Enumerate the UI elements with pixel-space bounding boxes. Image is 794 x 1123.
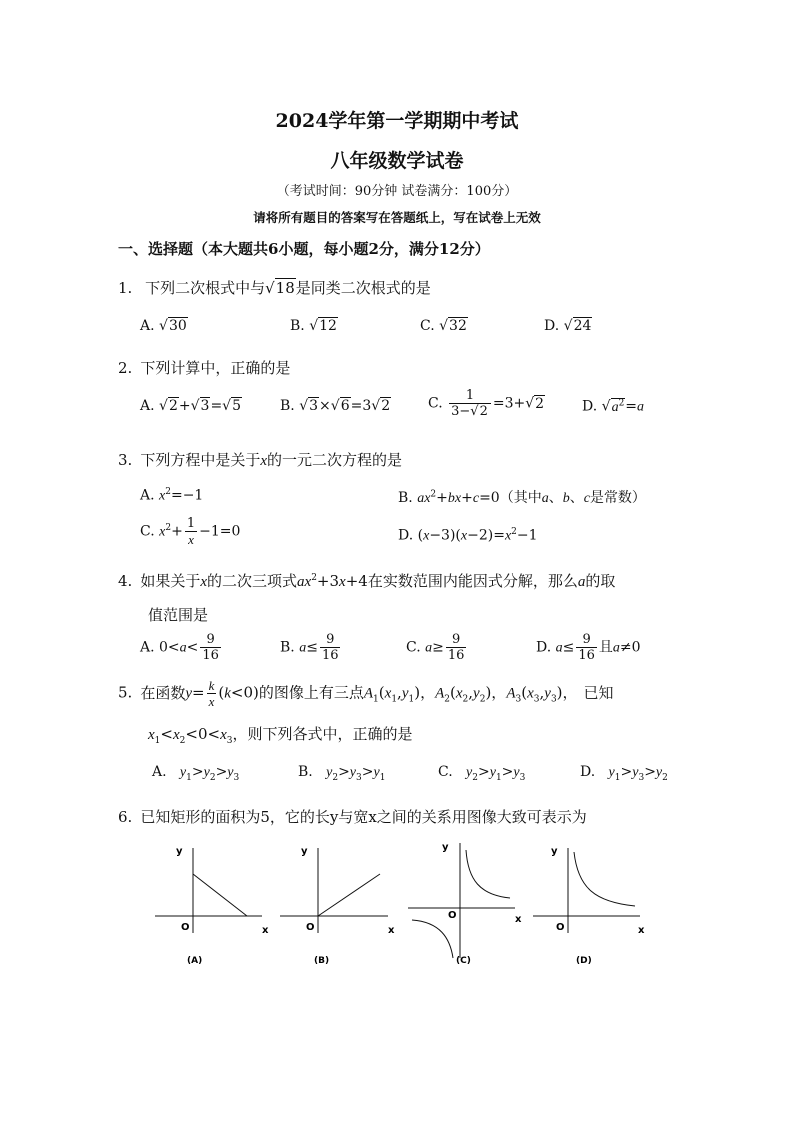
question-2: 2. 下列计算中，正确的是 bbox=[118, 359, 291, 377]
svg-text:O: O bbox=[556, 922, 565, 933]
question-6: 6. 已知矩形的面积为5，它的长y与宽x之间的关系用图像大致可表示为 bbox=[118, 808, 587, 826]
section-heading: 一、选择题（本大题共6小题，每小题2分，满分12分） bbox=[118, 240, 490, 258]
graph-d-label: (D) bbox=[576, 956, 592, 966]
q4-option-a: A. 0<a< $\frac{9}{16}$ bbox=[140, 632, 219, 663]
q2-option-a: A. √2+√3=√5 bbox=[140, 398, 242, 414]
q1-text-a: 下列二次根式中与 bbox=[145, 279, 266, 297]
q1-number: 1. bbox=[118, 279, 133, 297]
svg-text:x: x bbox=[388, 925, 395, 936]
svg-text:x: x bbox=[515, 914, 522, 925]
q5-option-b: B. $y_2>y_3>y_1$ bbox=[298, 764, 386, 783]
svg-text:O: O bbox=[448, 910, 457, 921]
graph-b-label: (B) bbox=[314, 956, 330, 966]
q6-graphs bbox=[150, 838, 650, 973]
graph-d bbox=[533, 846, 645, 966]
q4-option-c: C. a≥ $\frac{9}{16}$ bbox=[406, 632, 465, 663]
q1-option-d: D. √24 bbox=[544, 318, 592, 334]
svg-text:O: O bbox=[306, 922, 315, 933]
q1-option-a: A. √30 bbox=[140, 318, 187, 334]
q5-option-a: A. $y_1>y_2>y_3$ bbox=[152, 764, 240, 783]
question-5: 5. 在函数y= $\frac{k}{x}$ (k<0)的图像上有三点$A_1(x_1,y_1)$，$A_2(x_2,y_2)$，$A_3(x_3,y_3)$， 已知 bbox=[118, 678, 614, 709]
q3-option-c: C. $x^2+$ $\frac{1}{x}$ −1=0 bbox=[140, 516, 241, 547]
graph-c bbox=[408, 842, 522, 966]
svg-text:y: y bbox=[442, 842, 449, 853]
q1-option-b: B. √12 bbox=[290, 318, 337, 334]
question-1: 1. 下列二次根式中与√18是同类二次根式的是 bbox=[118, 279, 431, 297]
q1-text-b: 是同类二次根式的是 bbox=[295, 279, 431, 297]
exam-subtitle: 八年级数学试卷 bbox=[330, 150, 464, 172]
q3-option-d: D. $(x-3)(x-2)=x^2-1$ bbox=[398, 527, 538, 544]
svg-text:x: x bbox=[262, 925, 269, 936]
question-5-cont: $x_1<x_2<0<x_3$，则下列各式中，正确的是 bbox=[148, 725, 413, 746]
svg-text:y: y bbox=[301, 846, 308, 857]
svg-text:y: y bbox=[176, 846, 183, 857]
q4-option-d: D. a≤ $\frac{9}{16}$ 且a≠0 bbox=[536, 632, 641, 663]
exam-info: （考试时间：90分钟 试卷满分：100分） bbox=[276, 184, 518, 199]
q2-option-d: D. $√a^2=a$ bbox=[582, 398, 645, 415]
q4-option-b: B. a≤ $\frac{9}{16}$ bbox=[280, 632, 339, 663]
q2-option-b: B. √3×√6=3√2 bbox=[280, 398, 391, 414]
question-3: 3. 下列方程中是关于x的一元二次方程的是 bbox=[118, 451, 403, 469]
q3-option-a: A. $x^2=-1$ bbox=[140, 487, 204, 504]
q2-option-c: C. $\frac{1}{3-√2}$ =3+√2 bbox=[428, 388, 545, 419]
graph-b bbox=[280, 846, 395, 966]
q3-option-b: B. $ax^2+bx+c=0$（其中a、b、c是常数） bbox=[398, 489, 646, 506]
q1-option-c: C. √32 bbox=[420, 318, 467, 334]
q5-option-c: C. $y_2>y_1>y_3$ bbox=[438, 764, 526, 783]
svg-text:x: x bbox=[638, 925, 645, 936]
exam-notice: 请将所有题目的答案写在答题纸上，写在试卷上无效 bbox=[253, 210, 541, 225]
graph-a-label: (A) bbox=[187, 956, 203, 966]
exam-title: 2024学年第一学期期中考试 bbox=[275, 110, 519, 132]
q1-radicand: 18 bbox=[275, 279, 295, 297]
svg-text:y: y bbox=[551, 846, 558, 857]
graph-a bbox=[155, 846, 269, 966]
svg-text:O: O bbox=[181, 922, 190, 933]
question-4-cont: 值范围是 bbox=[148, 606, 209, 624]
q5-option-d: D. $y_1>y_3>y_2$ bbox=[580, 764, 668, 783]
graph-c-label: (C) bbox=[456, 956, 471, 966]
question-4: 4. 如果关于x的二次三项式$ax^2+3x+4$在实数范围内能因式分解，那么a的取 bbox=[118, 572, 616, 590]
